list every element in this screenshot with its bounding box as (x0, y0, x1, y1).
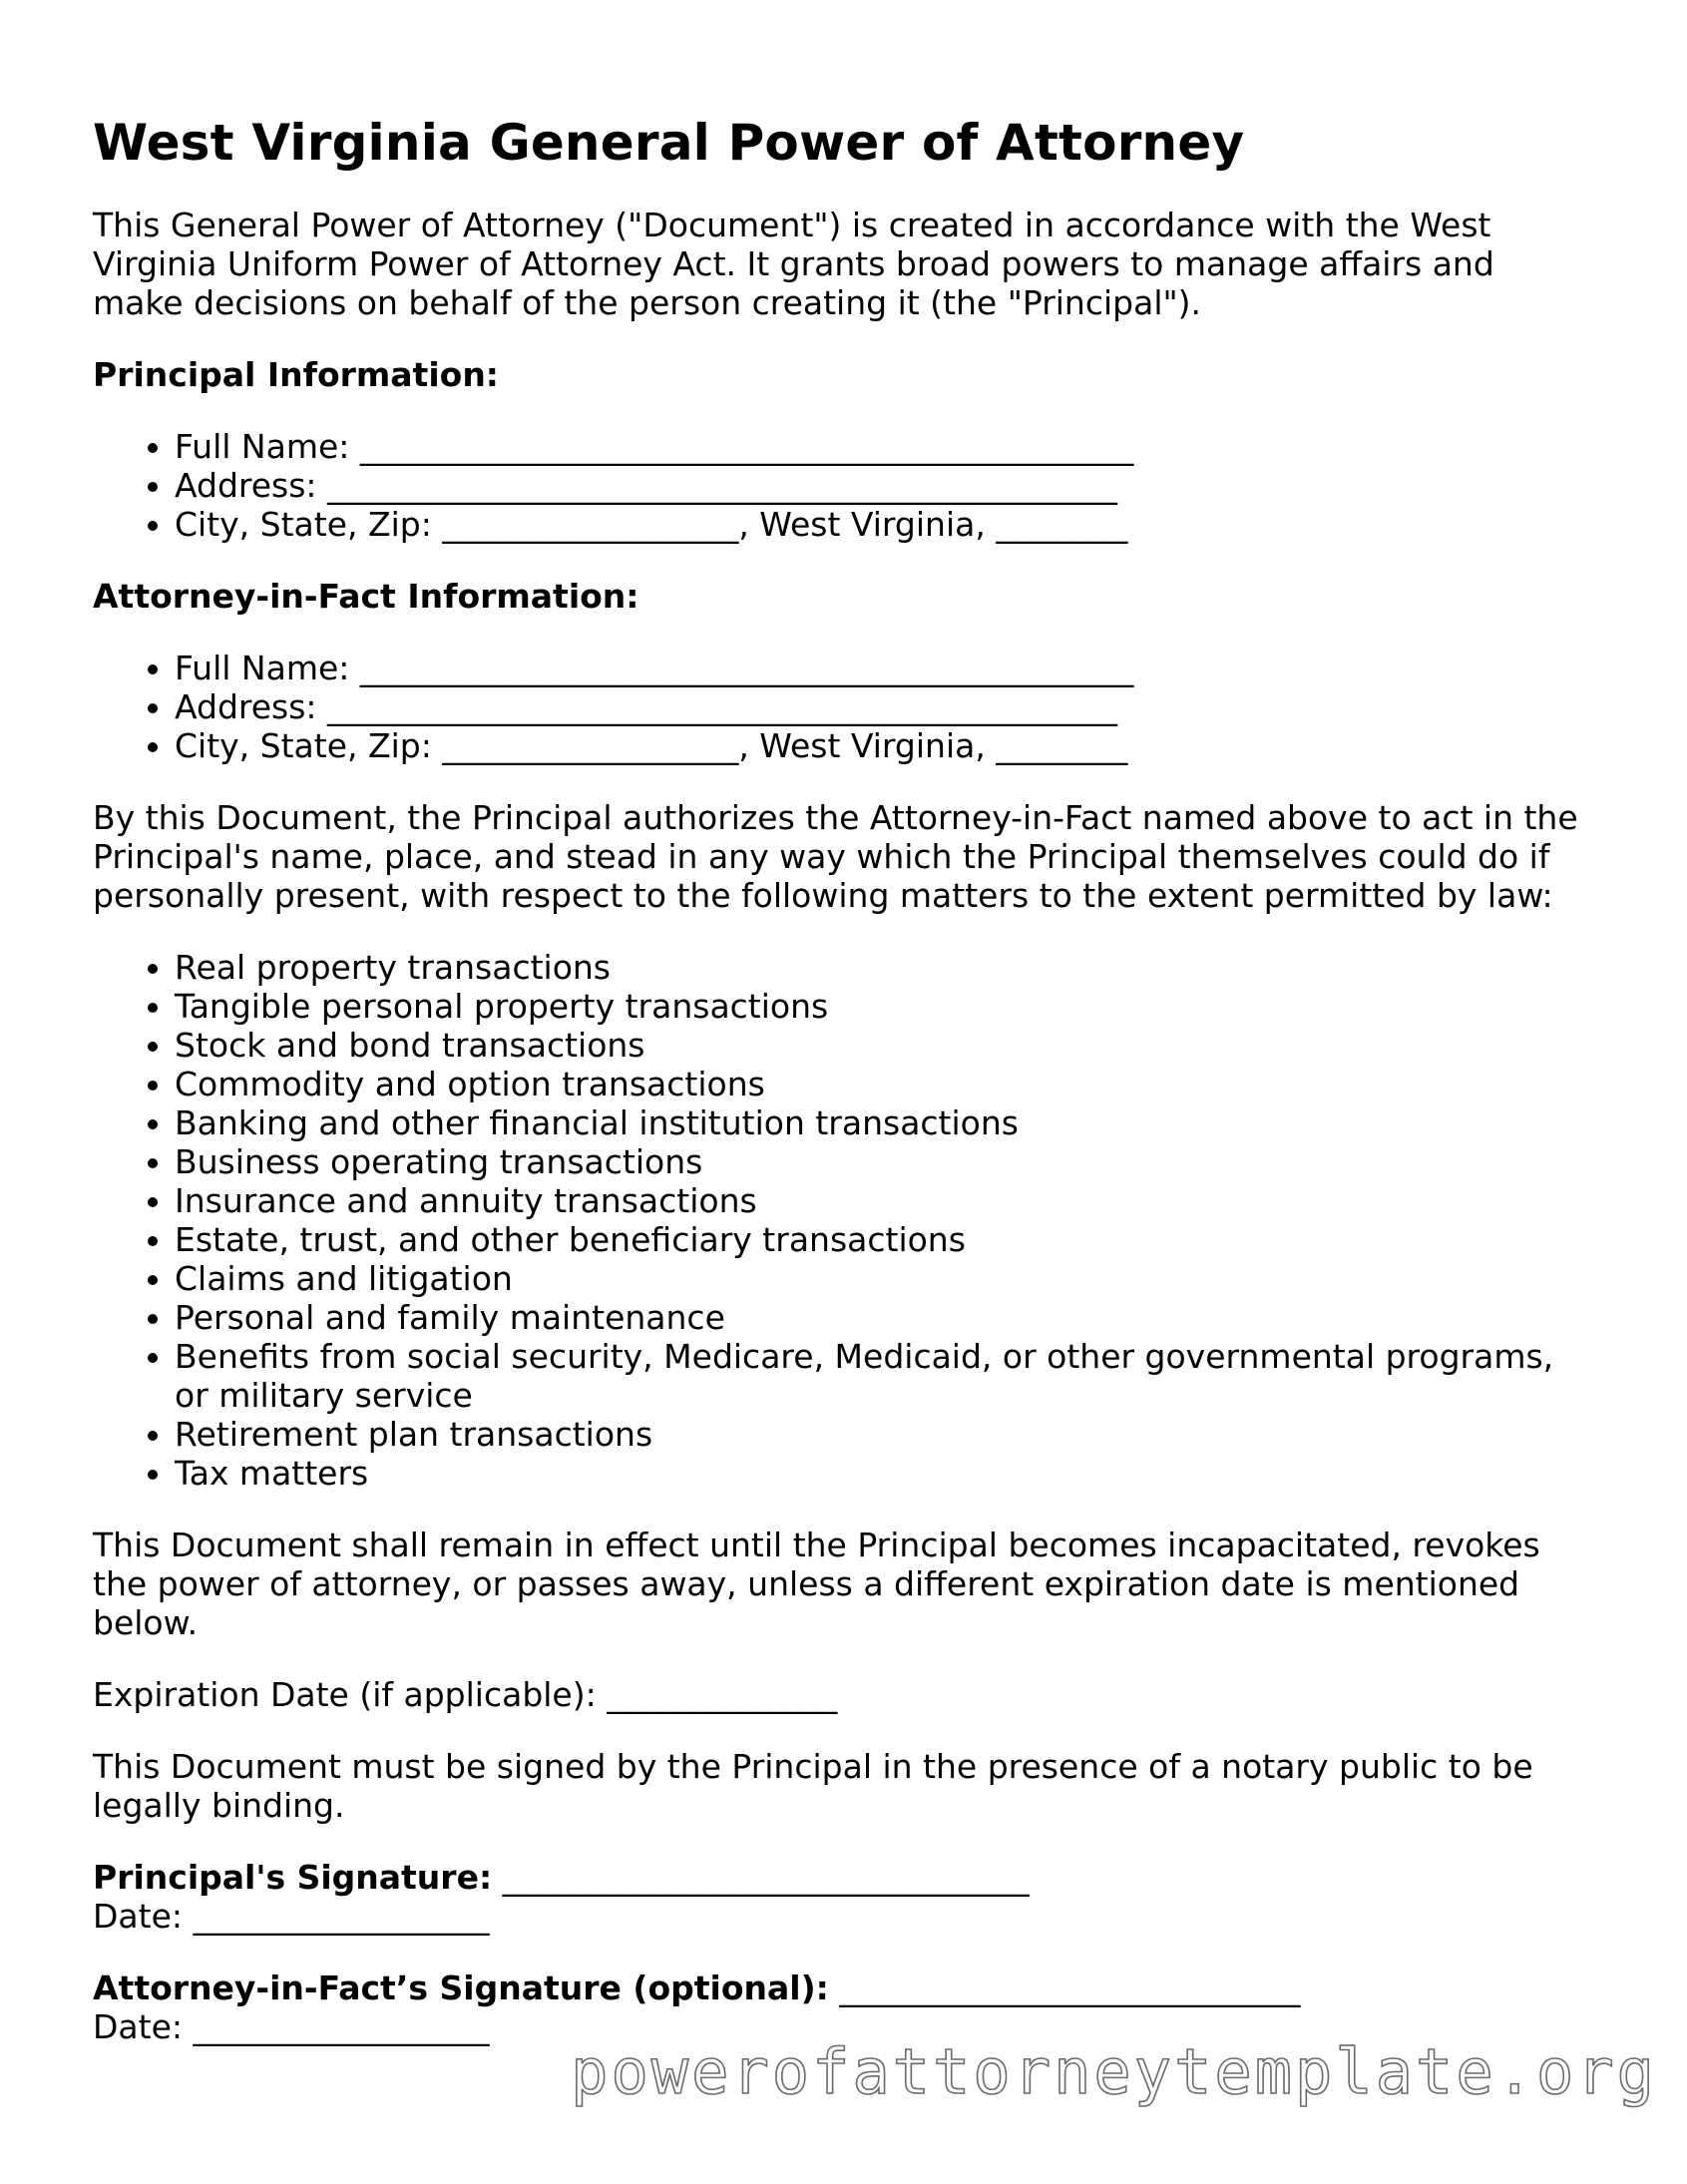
attorney-full-name: • Full Name: _______________________________________________ (175, 649, 1589, 687)
attorney-signature-label: Attorney-in-Fact’s Signature (optional): (93, 1968, 829, 2007)
principal-signature-date: Date: __________________ (93, 1897, 490, 1936)
powers-list (93, 948, 1589, 1493)
expiration-date-field: Expiration Date (if applicable): ______________ (93, 1675, 838, 1714)
principal-signature-block (93, 1858, 1589, 1897)
list-item: • Tax matters (175, 1454, 1589, 1493)
attorney-address: • Address: ________________________________________________ (175, 687, 1589, 726)
list-item: • Estate, trust, and other beneficiary transactions (175, 1220, 1589, 1259)
notary-paragraph: This Document must be signed by the Principal in the presence of a notary public to be legally binding. (93, 1747, 1533, 1825)
authorization-paragraph: By this Document, the Principal authorizes the Attorney-in-Fact named above to act in the Principal's name, place, and stead in any way which the Principal themselves could do if personally present, with respect to the following matters to the extent permitted by law: (93, 798, 1578, 915)
page-title: West Virginia General Power of Attorney (93, 114, 1245, 172)
principal-signature-line: ________________________________ (492, 1858, 1030, 1897)
principal-signature-label: Principal's Signature: (93, 1858, 493, 1897)
attorney-signature-block (93, 1968, 1589, 2007)
document-page (93, 112, 1589, 2046)
list-item: • Banking and other financial institution transactions (175, 1103, 1589, 1142)
list-item: • Insurance and annuity transactions (175, 1181, 1589, 1220)
watermark: powerofattorneytemplate.org (571, 2035, 1657, 2108)
list-item: • Stock and bond transactions (175, 1026, 1589, 1065)
attorney-signature-line: ____________________________ (828, 1968, 1301, 2007)
intro-paragraph: This General Power of Attorney ("Document") is created in accordance with the West Virginia Uniform Power of Attorney Act. It grants broad powers to manage affairs and make decisions on behalf of the person creating it (the "Principal"). (93, 206, 1494, 322)
list-item: • Real property transactions (175, 948, 1589, 987)
attorney-city-state-zip: • City, State, Zip: __________________, West Virginia, ________ (175, 726, 1589, 765)
principal-full-name: • Full Name: _______________________________________________ (175, 427, 1589, 466)
attorney-info-heading: Attorney-in-Fact Information: (93, 577, 639, 616)
principal-info-heading: Principal Information: (93, 355, 500, 394)
effect-paragraph: This Document shall remain in effect until the Principal becomes incapacitated, revokes the power of attorney, or passes away, unless a different expiration date is mentioned below. (93, 1526, 1540, 1642)
list-item: • Claims and litigation (175, 1259, 1589, 1298)
list-item: • Personal and family maintenance (175, 1298, 1589, 1337)
list-item: • Commodity and option transactions (175, 1065, 1589, 1103)
principal-address: • Address: ________________________________________________ (175, 466, 1589, 505)
attorney-info-list (93, 649, 1589, 765)
list-item: • Tangible personal property transactions (175, 987, 1589, 1026)
principal-info-list (93, 427, 1589, 544)
list-item: • Retirement plan transactions (175, 1415, 1589, 1454)
list-item: • Benefits from social security, Medicare, Medicaid, or other governmental programs, or military service (175, 1337, 1589, 1415)
principal-city-state-zip: • City, State, Zip: __________________, West Virginia, ________ (175, 505, 1589, 544)
list-item: • Business operating transactions (175, 1142, 1589, 1181)
attorney-signature-date: Date: __________________ (93, 2007, 490, 2046)
